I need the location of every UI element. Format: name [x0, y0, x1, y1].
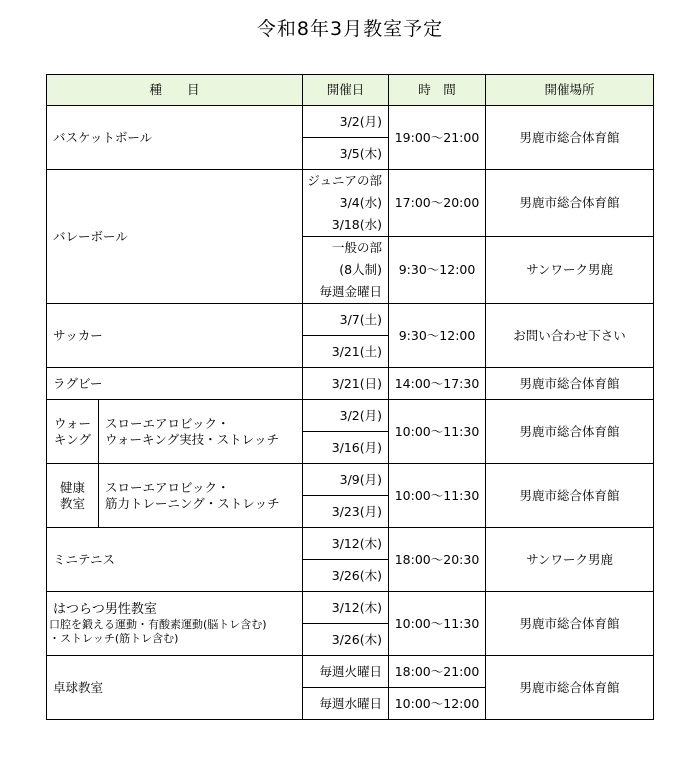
basketball-place: 男鹿市総合体育館	[486, 106, 654, 170]
walking-place: 男鹿市総合体育館	[486, 400, 654, 464]
event-health-category	[47, 464, 99, 528]
volleyball-general-place: サンワーク男鹿	[486, 237, 654, 304]
minitennis-time: 18:00～20:30	[389, 528, 486, 592]
table-row	[47, 592, 654, 624]
walking-date-2: 3/16(月)	[303, 432, 389, 464]
event-health-detail	[99, 464, 303, 528]
health-place: 男鹿市総合体育館	[486, 464, 654, 528]
header-event: 種 目	[47, 75, 303, 106]
event-soccer: サッカー	[47, 304, 303, 368]
table-row	[47, 656, 654, 688]
volleyball-junior-label: ジュニアの部	[307, 173, 383, 188]
hatsuratsu-detail-line-1: 口腔を鍛える運動・有酸素運動(脳トレ含む)	[49, 617, 267, 631]
tabletennis-time-1: 18:00～21:00	[389, 656, 486, 688]
health-date-2: 3/23(月)	[303, 496, 389, 528]
soccer-place: お問い合わせ下さい	[486, 304, 654, 368]
table-row	[47, 106, 654, 138]
table-row	[47, 400, 654, 432]
walking-time: 10:00～11:30	[389, 400, 486, 464]
volleyball-general-label: 一般の部	[332, 240, 383, 255]
volleyball-general-format: (8人制)	[339, 262, 383, 277]
health-category-line-1: 健康	[59, 479, 85, 495]
walking-detail-line-1: スローエアロビック・	[105, 415, 230, 431]
hatsuratsu-time: 10:00～11:30	[389, 592, 486, 656]
table-row	[47, 464, 654, 496]
volleyball-junior-date-1: 3/4(水)	[339, 195, 383, 210]
rugby-date: 3/21(日)	[303, 368, 389, 400]
event-basketball: バスケットボール	[47, 106, 303, 170]
volleyball-junior-date-2: 3/18(水)	[331, 217, 383, 232]
rugby-place: 男鹿市総合体育館	[486, 368, 654, 400]
minitennis-place: サンワーク男鹿	[486, 528, 654, 592]
hatsuratsu-date-1: 3/12(木)	[303, 592, 389, 624]
event-hatsuratsu	[47, 592, 303, 656]
table-header-row	[47, 75, 654, 106]
schedule-table	[46, 74, 654, 720]
tabletennis-day-1: 毎週火曜日	[303, 656, 389, 688]
health-detail-line-1: スローエアロビック・	[105, 479, 230, 495]
header-date: 開催日	[303, 75, 389, 106]
walking-detail-line-2: ウォーキング実技・ストレッチ	[105, 431, 280, 447]
hatsuratsu-place: 男鹿市総合体育館	[486, 592, 654, 656]
soccer-date-1: 3/7(土)	[303, 304, 389, 336]
soccer-time: 9:30～12:00	[389, 304, 486, 368]
basketball-date-1: 3/2(月)	[303, 106, 389, 138]
health-date-1: 3/9(月)	[303, 464, 389, 496]
page-title: 令和8年3月教室予定	[256, 18, 444, 40]
walking-category-line-2: キング	[53, 431, 92, 447]
health-category-line-2: 教室	[59, 495, 85, 511]
event-walking-detail	[99, 400, 303, 464]
health-detail-line-2: 筋力トレーニング・ストレッチ	[105, 495, 280, 511]
volleyball-junior-place: 男鹿市総合体育館	[486, 170, 654, 237]
minitennis-date-1: 3/12(木)	[303, 528, 389, 560]
tabletennis-place: 男鹿市総合体育館	[486, 656, 654, 720]
volleyball-general-day: 毎週金曜日	[319, 284, 383, 299]
event-walking-category	[47, 400, 99, 464]
event-rugby: ラグビー	[47, 368, 303, 400]
basketball-time: 19:00～21:00	[389, 106, 486, 170]
minitennis-date-2: 3/26(木)	[303, 560, 389, 592]
walking-date-1: 3/2(月)	[303, 400, 389, 432]
event-tabletennis: 卓球教室	[47, 656, 303, 720]
hatsuratsu-detail-line-2: ・ストレッチ(筋トレ含む)	[49, 631, 179, 645]
table-row	[47, 170, 654, 237]
table-row	[47, 304, 654, 336]
health-time: 10:00～11:30	[389, 464, 486, 528]
volleyball-junior-time: 17:00～20:00	[389, 170, 486, 237]
volleyball-junior-dates	[303, 170, 389, 237]
event-minitennis: ミニテニス	[47, 528, 303, 592]
tabletennis-day-2: 毎週水曜日	[303, 688, 389, 720]
hatsuratsu-date-2: 3/26(木)	[303, 624, 389, 656]
hatsuratsu-title: はつらつ男性教室	[53, 601, 157, 617]
soccer-date-2: 3/21(土)	[303, 336, 389, 368]
volleyball-general-time: 9:30～12:00	[389, 237, 486, 304]
tabletennis-time-2: 10:00～12:00	[389, 688, 486, 720]
event-volleyball: バレーボール	[47, 170, 303, 304]
volleyball-general-dates	[303, 237, 389, 304]
header-place: 開催場所	[486, 75, 654, 106]
basketball-date-2: 3/5(木)	[303, 138, 389, 170]
header-time: 時 間	[389, 75, 486, 106]
walking-category-line-1: ウォー	[53, 415, 91, 431]
rugby-time: 14:00～17:30	[389, 368, 486, 400]
table-row	[47, 528, 654, 560]
table-row	[47, 368, 654, 400]
